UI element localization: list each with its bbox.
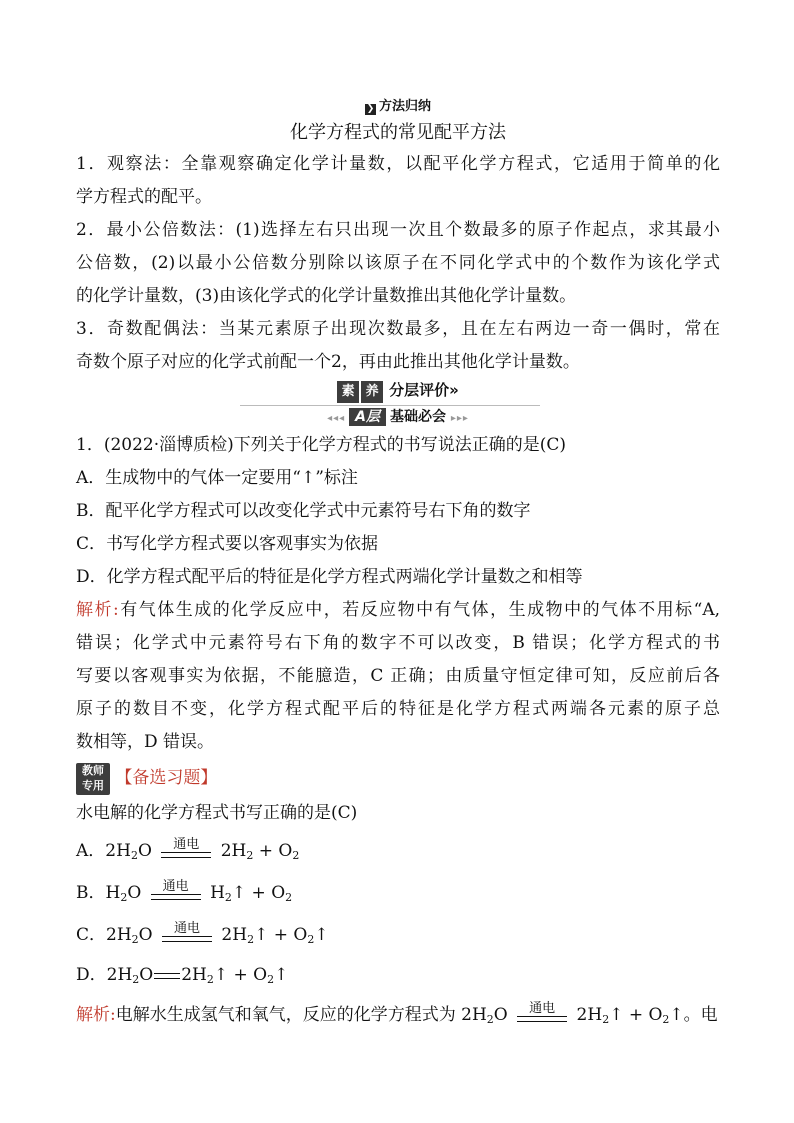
subscript: 2: [130, 849, 138, 862]
section-header: [76, 96, 720, 118]
document-page: [76, 96, 720, 1036]
method-1-line-1: 1．观察法：全靠观察确定化学计量数，以配平化学方程式，它适用于简单的化: [76, 154, 720, 174]
teacher-line-2: 专用: [82, 778, 104, 792]
question-2-option-c: [76, 914, 720, 956]
formula: 2H: [106, 965, 133, 985]
formula: 2H: [576, 1005, 603, 1025]
subscript: 2: [247, 933, 255, 946]
evaluation-banner: [76, 379, 720, 405]
subscript: 2: [131, 933, 139, 946]
analysis-text: 电解水生成氢气和氧气，反应的化学方程式为 2H: [115, 1005, 487, 1025]
formula: 2H: [220, 841, 247, 861]
banner-badge-1: 素: [337, 381, 359, 403]
question-2-stem: 水电解的化学方程式书写正确的是(C): [76, 803, 358, 823]
question-1-analysis-line-1: [76, 594, 720, 627]
formula: O: [127, 883, 142, 903]
condition-label: 通电: [529, 1000, 556, 1016]
equals-bar: [517, 1016, 567, 1022]
subscript: 2: [602, 1013, 610, 1026]
formula: H: [210, 883, 225, 903]
formula: O: [493, 1005, 508, 1025]
question-2-option-d: [76, 956, 720, 994]
reaction-arrow: [517, 1002, 567, 1022]
question-1-option-a: A．生成物中的气体一定要用“↑”标注: [76, 468, 358, 488]
formula: ↑ + O: [231, 883, 286, 903]
formula: O: [139, 965, 154, 985]
formula: O: [138, 925, 153, 945]
subscript: 2: [307, 933, 315, 946]
question-1-option-c: C．书写化学方程式要以客观事实为依据: [76, 534, 379, 554]
formula: ↑ + O: [254, 925, 308, 945]
condition-label: 通电: [174, 920, 201, 936]
subscript: 2: [267, 973, 275, 986]
teacher-badge: [76, 763, 110, 795]
formula: ↑ + O: [213, 965, 268, 985]
formula: H: [105, 883, 121, 903]
subscript: 2: [662, 1013, 670, 1026]
left-arrows-icon: ◂◂◂: [327, 413, 346, 424]
question-2-option-a: [76, 830, 720, 872]
formula: ↑。电: [669, 1005, 718, 1025]
condition-label: 通电: [162, 878, 189, 894]
option-prefix: A．: [76, 841, 106, 861]
subscript: 2: [224, 891, 232, 904]
banner-rule: [240, 405, 540, 406]
option-prefix: B．: [76, 883, 106, 903]
formula: ↑: [314, 925, 329, 945]
question-2-option-b: [76, 872, 720, 914]
page-title: 化学方程式的常见配平方法: [290, 122, 506, 143]
analysis-text: 有气体生成的化学反应中，若反应物中有气体，生成物中的气体不用标“A,: [118, 600, 721, 620]
formula: + O: [253, 841, 293, 861]
subscript: 2: [486, 1013, 494, 1026]
question-1-analysis-line-5: 数相等，D 错误。: [76, 732, 215, 752]
equals-bar: [162, 936, 212, 942]
condition-label: 通电: [173, 836, 200, 852]
method-3-line-1: 3．奇数配偶法：当某元素原子出现次数最多，且在左右两边一奇一偶时，常在: [76, 319, 720, 339]
method-2-line-1: 2．最小公倍数法：(1)选择左右只出现一次且个数最多的原子作起点，求其最小: [76, 220, 720, 240]
subscript: 2: [120, 891, 128, 904]
equals-bar: [161, 852, 211, 858]
banner-badge-2: 养: [361, 381, 383, 403]
option-prefix: C．: [76, 925, 107, 945]
level-tag: A层: [349, 408, 386, 426]
method-icon: ❯: [366, 104, 375, 114]
reaction-arrow: [162, 922, 212, 942]
question-2-analysis: [76, 994, 720, 1036]
formula: O: [137, 841, 152, 861]
question-1-analysis-line-2: 错误；化学式中元素符号右下角的数字不可以改变，B 错误；化学方程式的书: [76, 633, 720, 653]
formula: 2H: [181, 965, 207, 985]
method-2-line-3: 的化学计量数，(3)由该化学式的化学计量数推出其他化学计量数。: [76, 286, 577, 306]
subscript: 2: [285, 891, 293, 904]
formula: 2H: [106, 925, 132, 945]
question-1-analysis-line-4: 原子的数目不变，化学方程式配平后的特征是化学方程式两端各元素的原子总: [76, 699, 720, 719]
question-1-option-d: D．化学方程式配平后的特征是化学方程式两端化学计量数之和相等: [76, 567, 583, 587]
formula: 2H: [221, 925, 248, 945]
teacher-line-1: 教师: [82, 763, 104, 777]
alternate-questions-label: 【备选习题】: [115, 768, 218, 788]
equals-sign: [154, 973, 180, 979]
right-arrows-icon: ▸▸▸: [450, 413, 469, 424]
question-1-stem: 1．(2022·淄博质检)下列关于化学方程式的书写说法正确的是(C): [76, 435, 567, 455]
subscript: 2: [246, 849, 254, 862]
equals-bar: [151, 894, 201, 900]
option-prefix: D．: [76, 965, 107, 985]
question-1-option-b: B．配平化学方程式可以改变化学式中元素符号右下角的数字: [76, 501, 531, 521]
analysis-label: 解析:: [76, 600, 119, 620]
section-label: 方法归纳: [378, 99, 431, 114]
subscript: 2: [132, 973, 140, 986]
formula: 2H: [105, 841, 131, 861]
level-header: [76, 405, 720, 429]
formula: ↑: [274, 965, 289, 985]
analysis-label: 解析:: [76, 1005, 116, 1025]
reaction-arrow: [151, 880, 201, 900]
question-1-analysis-line-3: 写要以客观事实为依据，不能臆造，C 正确；由质量守恒定律可知，反应前后各: [76, 666, 720, 686]
teacher-section: [76, 759, 720, 797]
method-3-line-2: 奇数个原子对应的化学式前配一个2，再由此推出其他化学计量数。: [76, 352, 580, 372]
method-2-line-2: 公倍数，(2)以最小公倍数分别除以该原子在不同化学式中的个数作为该化学式: [76, 253, 720, 273]
subscript: 2: [292, 849, 300, 862]
method-1-line-2: 学方程式的配平。: [76, 187, 212, 207]
reaction-arrow: [161, 838, 211, 858]
level-text: 基础必会: [389, 409, 446, 425]
subscript: 2: [206, 973, 214, 986]
banner-text: 分层评价»: [389, 381, 459, 399]
formula: ↑ + O: [609, 1005, 663, 1025]
